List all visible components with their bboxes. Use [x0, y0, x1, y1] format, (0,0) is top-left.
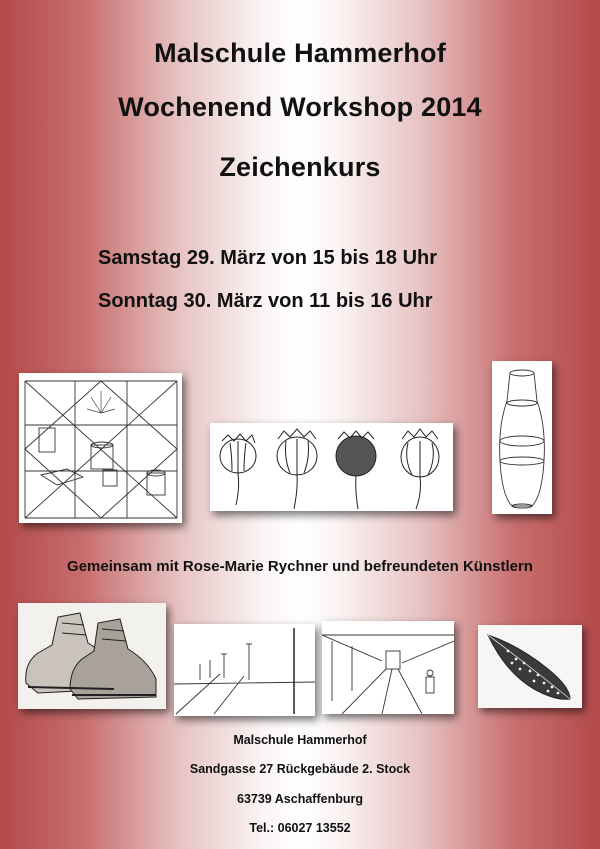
tagline: Gemeinsam mit Rose-Marie Rychner und befreundeten Künstlern: [67, 558, 533, 575]
course-title: Zeichenkurs: [219, 152, 381, 182]
feather-sketch-icon: [478, 625, 582, 708]
bottle-sketch-icon: [492, 361, 552, 514]
school-title: Malschule Hammerhof: [154, 38, 446, 68]
street-lamps-sketch-icon: [174, 624, 315, 716]
date-saturday: Samstag 29. März von 15 bis 18 Uhr: [98, 247, 438, 269]
address-city: 63739 Aschaffenburg: [237, 792, 363, 806]
address-phone: Tel.: 06027 13552: [249, 821, 351, 835]
boots-sketch-icon: [18, 603, 166, 709]
railway-station-sketch-icon: [322, 621, 454, 714]
date-sunday: Sonntag 30. März von 11 bis 16 Uhr: [98, 290, 433, 312]
workshop-title: Wochenend Workshop 2014: [118, 92, 482, 122]
address-name: Malschule Hammerhof: [233, 733, 367, 747]
poppy-seed-heads-sketch-icon: [210, 423, 453, 511]
perspective-grid-sketch-icon: [19, 373, 182, 523]
address-street: Sandgasse 27 Rückgebäude 2. Stock: [189, 762, 411, 776]
